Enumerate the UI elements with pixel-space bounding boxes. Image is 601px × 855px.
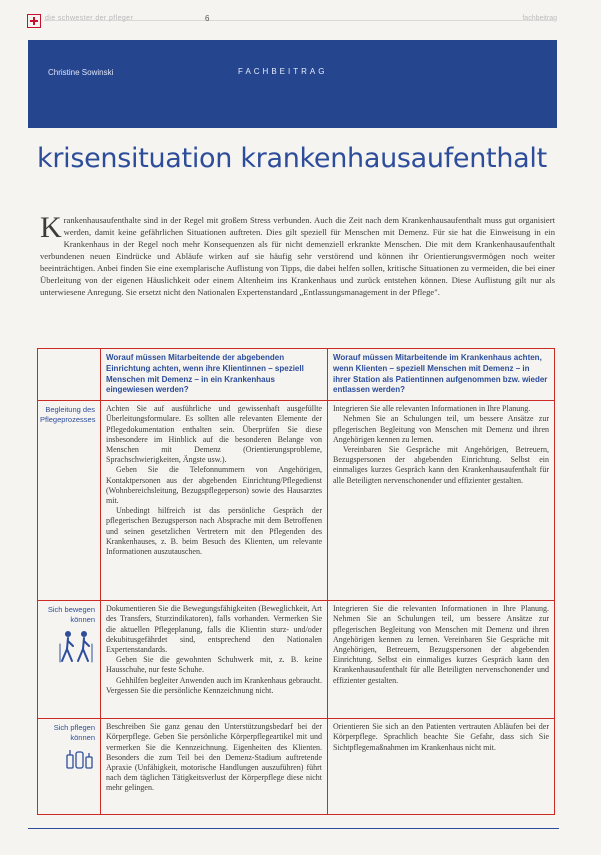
cell-paragraph: Geben Sie die gewohnten Schuhwerk mit, z. B. keine Hausschuhe, nur feste Schuhe. — [106, 655, 322, 675]
running-section: fachbeitrag — [522, 15, 557, 22]
row-label-text: Sich pflegen können — [53, 723, 95, 743]
intro-paragraph — [40, 211, 555, 298]
cell-paragraph: Dokumentieren Sie die Bewegungsfähigkeiten (Beweglichkeit, Art des Transfers, Sturzindikatoren), falls vorhanden. Vermerken Sie die aktuellen Pflegeplanung, falls die Klientin sturz- und/oder dekubitusgefährdet sind, entsprechend den Nationalen Expertenstandards. — [106, 604, 322, 654]
table-cell — [101, 401, 328, 601]
cell-paragraph: Achten Sie auf ausführliche und gewissenhaft ausgefüllte Überleitungsformulare. Es sollten alle relevanten Elemente der Pflegedokumentation enthalten sein. Überprüfen Sie diese insbesondere im Hinblick auf die besonderen Belange von Menschen mit Demenz (Orientierungsprobleme, Sprachschwierigkeiten, Ängste usw.). — [106, 404, 322, 465]
row-label-self-care — [38, 719, 101, 815]
row-label-text: Begleitung des Pflegeprozesses — [40, 405, 96, 425]
intro-text: rankenhausaufenthalte sind in der Regel mit großem Stress verbunden. Auch die Zeit nach dem Krankenhausaufenthalt muss gut organisiert werden, damit keine gefährlichen Situationen auftreten. Dies gilt speziell für Menschen mit Demenz. Für sie hat die Einweisung in ein Krankenhaus in der Regel noch mehr Konsequenzen als für nicht demenziell erkrankte Menschen. Die mit dem Krankenhausaufenthalt verbundenen neuen Eindrücke und Abläufe wirken auf sie häufig sehr verstörend und können ihr Orientierungsvermögen noch weiter beeinträchtigen. Anbei finden Sie eine exemplarische Auflistung von Tipps, die dabei helfen sollen, kritische Situationen zu vermeiden, die bei einer Überleitung von der eigenen Häuslichkeit oder einem Altenheim ins Krankenhaus und zurück entstehen können. Diese Auflistung gilt nur als unterwiesene Anregung. Sie ersetzt nicht den Nationalen Expertenstandard „Entlassungsmanagement in der Pflege". — [40, 215, 555, 298]
footer-rule — [28, 828, 559, 829]
cell-paragraph: Integrieren Sie alle relevanten Informationen in Ihre Planung. — [333, 404, 531, 414]
table-row — [38, 719, 555, 815]
cell-paragraph: Orientieren Sie sich an den Patienten vertrauten Abläufen bei der Körperpflege. Sprachlich beachte Sie Gefahr, dass sich Sie Sichtpflegemaßnahmen im Krankenhaus nicht mit. — [333, 722, 549, 752]
article-title: krisensituation krankenhausaufenthalt — [37, 143, 547, 174]
row-label-care-process — [38, 401, 101, 601]
author-name: Christine Sowinski — [48, 68, 114, 77]
cell-paragraph: Integrieren Sie die relevanten Informationen in Ihre Planung. Nehmen Sie an Schulungen teil, um bessere Ansätze zur pflegerischen Begleitung von Menschen mit Demenz und ihren Angehörigen kennen zu lernen. Vereinbaren Sie Gespräche mit Angehörigen, Betreuern, Bezugspersonen der abgebenden Einrichtung. Selbst ein einmaliges kurzes Gespräch kann den Krankenhausaufenthalt für alle Beteiligten nervenschonender und effizienter gestalten. — [333, 604, 549, 685]
hikers-icon — [57, 630, 95, 664]
table-row — [38, 401, 555, 601]
table-row — [38, 601, 555, 719]
drop-cap: K — [40, 211, 62, 244]
cell-paragraph: Gehhilfen begleiter Anwenden auch im Krankenhaus gebraucht. Vergessen Sie die persönliche Kennzeichnung nicht. — [106, 675, 322, 695]
cell-paragraph: Unbedingt hilfreich ist das persönliche Gespräch der pflegerischen Bezugsperson nach Absprache mit dem Betroffenen und seinen gesetzlichen Vertretern mit den Pflegenden des Krankenhauses, z. B. beim Besuch des Klienten, um relevante Informationen auszutauschen. — [106, 506, 322, 557]
cell-paragraph: Vereinbaren Sie Gespräche mit Angehörigen, Betreuern, Bezugspersonen der abgebenden Einrichtung. Selbst ein einmaliges kurzes Gespräch kann den Krankenhausaufenthalt für alle Beteiligten nervenschonender und effizienter gestalten. — [333, 445, 549, 485]
column-header-hospital: Worauf müssen Mitarbeitende im Krankenhaus achten, wenn Klienten – speziell Menschen mit Demenz – in ihrer Station als Patientinnen aufgenommen bzw. wieder entlassen werden? — [328, 349, 555, 401]
running-header — [27, 14, 557, 28]
cell-paragraph: Beschreiben Sie ganz genau den Unterstützungsbedarf bei der Körperpflege. Geben Sie persönliche Körperpflegeartikel mit und vermerken Sie die Kennzeichnung. Eigenheiten des Klienten. Besonders die zum Teil bei den Demenz-Stadium auftretende Apraxie (Unfähigkeit, motorische Handlungen auszuführen) führt nach dem täglichen Tätigkeitsverlust der Körperpflege diese nicht mehr gelingen. — [106, 722, 322, 793]
cell-paragraph: Geben Sie die Telefonnummern von Angehörigen, Kontaktpersonen aus der abgebenden Einrichtung/Pflegedienst (Wohnbereichsleitung, Bezugspflegeperson) sowie des Hausarztes mit. — [106, 465, 322, 506]
section-label: FACHBEITRAG — [238, 67, 328, 76]
table-cell — [328, 401, 555, 601]
column-header-facility: Worauf müssen Mitarbeitende der abgebenden Einrichtung achten, wenn ihre Klientinnen – speziell Menschen mit Demenz – in ein Krankenhaus eingewiesen werden? — [101, 349, 328, 401]
toiletries-icon — [65, 748, 95, 770]
table-cell — [101, 601, 328, 719]
table-header-row — [38, 349, 555, 401]
row-label-text: Sich bewegen können — [47, 605, 95, 625]
cell-paragraph: Nehmen Sie an Schulungen teil, um bessere Ansätze zur pflegerischen Begleitung von Menschen mit Demenz und ihren Angehörigen kennen zu lernen. — [333, 414, 549, 444]
magazine-name: die schwester der pfleger — [45, 15, 134, 22]
row-label-mobility — [38, 601, 101, 719]
tips-table — [37, 348, 555, 815]
table-cell — [328, 601, 555, 719]
page-number: 6 — [205, 14, 210, 23]
table-cell — [101, 719, 328, 815]
cross-logo-icon — [27, 14, 41, 28]
table-corner-cell — [38, 349, 101, 401]
header-banner — [28, 40, 557, 128]
table-cell — [328, 719, 555, 815]
